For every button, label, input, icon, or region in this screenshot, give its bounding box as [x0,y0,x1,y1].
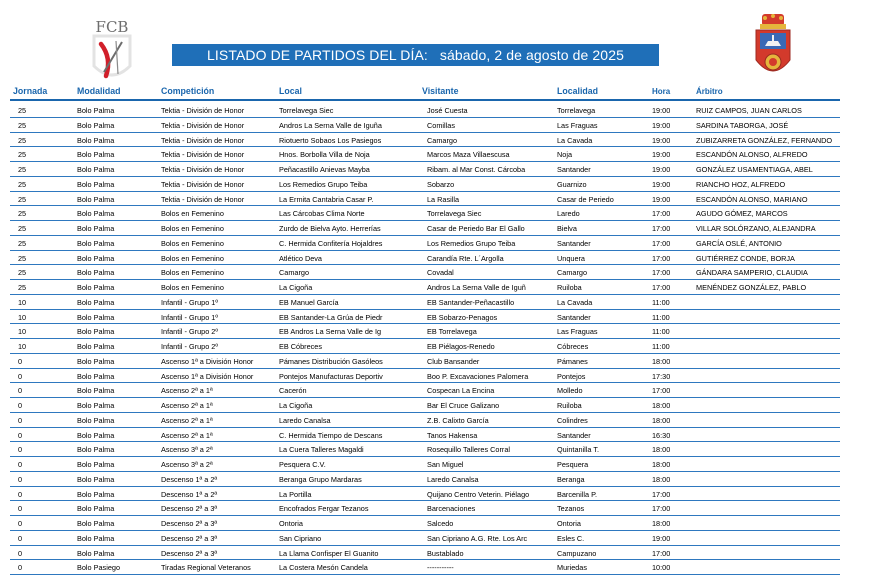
table-row [10,192,840,207]
cell-competicion: Descenso 2ª a 3ª [161,519,218,528]
table-row [10,472,840,487]
cell-hora: 17:00 [652,209,671,219]
cell-competicion: Descenso 2ª a 3ª [161,533,218,543]
cell-local: EB Santander-La Grúa de Piedr [279,312,383,322]
table-header [10,85,840,101]
table-row [10,339,840,354]
cell-visitante: San Miguel [427,460,464,469]
table-row [10,324,840,339]
cell-local: Andros La Serna Valle de Iguña [279,120,382,130]
cell-visitante: Boo P. Excavaciones Palomera [427,371,529,381]
cell-local: San Cipriano [279,533,322,543]
cell-local: La Llama Confisper El Guanito [279,548,379,558]
cell-hora: 18:00 [652,415,671,425]
cell-visitante: Camargo [427,135,458,145]
cell-visitante: Laredo Canalsa [427,474,479,484]
cell-localidad: Santander [557,430,591,440]
cell-localidad: La Cavada [557,297,593,307]
cell-arbitro: MENÉNDEZ GONZÁLEZ, PABLO [696,283,807,292]
cell-localidad: La Cavada [557,135,593,145]
cell-hora: 11:00 [652,327,670,337]
cell-competicion: Ascenso 2ª a 1ª [161,430,213,440]
table-row [10,310,840,325]
cell-hora: 19:00 [652,179,671,189]
cell-visitante: EB Santander-Peñacastillo [427,297,515,307]
cell-jornada: 10 [18,297,27,307]
cell-jornada: 25 [18,194,27,204]
cell-modalidad: Bolo Palma [77,120,115,130]
cell-modalidad: Bolo Palma [77,224,115,233]
cell-jornada: 25 [18,135,27,145]
cell-hora: 18:00 [652,519,671,528]
cell-local: Pesquera C.V. [279,460,326,469]
cell-modalidad: Bolo Palma [77,150,115,160]
cell-modalidad: Bolo Pasiego [77,563,121,573]
cell-modalidad: Bolo Palma [77,415,115,425]
cell-localidad: Santander [557,312,591,322]
cell-jornada: 25 [18,165,27,174]
table-row [10,118,840,133]
cell-local: Beranga Grupo Mardaras [279,474,362,484]
cell-localidad: Casar de Periedo [557,194,614,204]
cell-modalidad: Bolo Palma [77,445,115,455]
cell-local: C. Hermida Confitería Hojaldres [279,238,383,248]
table-row [10,295,840,310]
cell-localidad: Tezanos [557,504,585,514]
cell-hora: 11:00 [652,312,670,322]
cell-arbitro: ESCANDÓN ALONSO, MARIANO [696,194,808,204]
cell-local: Atlético Deva [279,253,322,263]
cell-local: Encofrados Fergar Tezanos [279,504,369,514]
cell-modalidad: Bolo Palma [77,519,115,528]
cell-localidad: Laredo [557,209,580,219]
cell-visitante: Cospecan La Encina [427,386,495,396]
cell-hora: 19:00 [652,194,671,204]
cell-hora: 17:00 [652,489,671,499]
cell-modalidad: Bolo Palma [77,342,115,351]
cell-visitante: Tanos Hakensa [427,430,478,440]
cell-localidad: Muriedas [557,563,588,573]
table-row [10,383,840,398]
cell-competicion: Bolos en Femenino [161,283,224,292]
table-row [10,177,840,192]
cell-competicion: Tektia - División de Honor [161,106,245,115]
cell-arbitro: VILLAR SOLÓRZANO, ALEJANDRA [696,224,816,233]
cell-competicion: Bolos en Femenino [161,253,224,263]
cell-jornada: 0 [18,401,23,410]
cell-hora: 18:00 [652,401,671,410]
cell-local: Peñacastillo Anievas Mayba [279,165,370,174]
cell-jornada: 25 [18,268,27,278]
club-crest-icon [86,14,138,84]
cell-hora: 11:00 [652,297,670,307]
cell-competicion: Tektia - División de Honor [161,135,245,145]
page-title-text: LISTADO DE PARTIDOS DEL DÍA: sábado, 2 de agosto de 2025 [207,47,624,63]
cell-jornada: 10 [18,312,27,322]
cell-jornada: 0 [18,474,23,484]
cell-localidad: Ontoria [557,519,581,528]
cell-modalidad: Bolo Palma [77,135,115,145]
page-title [172,44,659,66]
cell-visitante: Los Remedios Grupo Teiba [427,238,516,248]
cell-competicion: Descenso 2ª a 3ª [161,548,218,558]
cell-modalidad: Bolo Palma [77,297,115,307]
cell-jornada: 0 [18,445,23,455]
header-hora: Hora [652,87,671,96]
cell-hora: 17:00 [652,253,671,263]
table-row [10,560,840,575]
cell-local: Torrelavega Siec [279,106,334,115]
cell-jornada: 0 [18,386,23,396]
cell-competicion: Ascenso 3ª a 2ª [161,460,213,469]
cell-jornada: 10 [18,342,27,351]
cell-local: Las Cárcobas Clima Norte [279,209,365,219]
cell-modalidad: Bolo Palma [77,238,115,248]
cell-hora: 19:00 [652,533,671,543]
cell-modalidad: Bolo Palma [77,548,115,558]
cell-localidad: Beranga [557,474,585,484]
cell-modalidad: Bolo Palma [77,489,115,499]
header-competicion: Competición [161,86,215,96]
cell-localidad: Ruiloba [557,401,582,410]
cell-jornada: 0 [18,533,23,543]
cell-modalidad: Bolo Palma [77,283,115,292]
cell-localidad: Campuzano [557,548,597,558]
cell-arbitro: ZUBIZARRETA GONZÁLEZ, FERNANDO [696,135,833,145]
cell-visitante: Comillas [427,120,455,130]
cell-localidad: Molledo [557,386,583,396]
cell-visitante: EB Sobarzo-Penagos [427,312,498,322]
cell-jornada: 0 [18,460,23,469]
cell-modalidad: Bolo Palma [77,209,115,219]
cell-visitante: Andros La Serna Valle de Iguñ [427,283,526,292]
cell-local: Los Remedios Grupo Teiba [279,179,368,189]
cell-local: Cacerón [279,386,307,396]
header-localidad: Localidad [557,86,599,96]
municipal-logo [752,12,794,84]
cell-localidad: Santander [557,238,591,248]
cell-modalidad: Bolo Palma [77,179,115,189]
cell-competicion: Bolos en Femenino [161,209,224,219]
cell-local: Riotuerto Sobaos Los Pasiegos [279,135,382,145]
table-row [10,516,840,531]
cell-local: La Portilla [279,489,312,499]
cell-visitante: Barcenaciones [427,504,476,514]
table-row [10,280,840,295]
table-row [10,265,840,280]
cell-hora: 17:00 [652,386,671,396]
cell-local: Zurdo de Bielva Ayto. Herrerías [279,224,381,233]
table-row [10,221,840,236]
cell-hora: 11:00 [652,342,670,351]
cell-visitante: Sobarzo [427,179,455,189]
cell-visitante: José Cuesta [427,106,468,115]
cell-modalidad: Bolo Palma [77,504,115,514]
matches-table [10,103,840,575]
table-row [10,398,840,413]
cell-competicion: Ascenso 2ª a 1ª [161,386,213,396]
cell-visitante: Torrelavega Siec [427,209,482,219]
cell-hora: 17:00 [652,238,671,248]
cell-localidad: Bielva [557,224,577,233]
cell-jornada: 0 [18,504,23,514]
table-row [10,487,840,502]
cell-local: Pámanes Distribución Gasóleos [279,356,383,366]
cell-local: EB Andros La Serna Valle de Ig [279,327,382,337]
cell-modalidad: Bolo Palma [77,401,115,410]
cell-competicion: Ascenso 3ª a 2ª [161,445,213,455]
cell-hora: 18:00 [652,445,671,455]
cell-hora: 17:00 [652,504,671,514]
cell-competicion: Bolos en Femenino [161,224,224,233]
cell-hora: 18:00 [652,356,671,366]
cell-localidad: Ruiloba [557,283,582,292]
cell-jornada: 25 [18,150,27,160]
logo-text: FCB [95,18,129,36]
header-visitante: Visitante [422,86,459,96]
cell-local: La Cigoña [279,283,313,292]
table-row [10,546,840,561]
cell-jornada: 25 [18,253,27,263]
cell-localidad: Guarnizo [557,179,587,189]
table-row [10,206,840,221]
cell-modalidad: Bolo Palma [77,253,115,263]
cell-hora: 17:00 [652,268,671,278]
cell-jornada: 0 [18,563,23,573]
cell-arbitro: GUTIÉRREZ CONDE, BORJA [696,253,795,263]
cell-local: La Costera Mesón Candela [279,563,368,573]
cell-jornada: 25 [18,209,27,219]
cell-arbitro: GARCÍA OSLÉ, ANTONIO [696,238,782,248]
cell-hora: 19:00 [652,165,671,174]
cell-visitante: Bustablado [427,548,464,558]
cell-localidad: Pámanes [557,356,588,366]
cell-modalidad: Bolo Palma [77,312,115,322]
cell-localidad: Unquera [557,253,585,263]
cell-local: Ontoria [279,519,303,528]
table-row [10,103,840,118]
cell-visitante: La Rasilla [427,194,460,204]
cell-local: Laredo Canalsa [279,415,331,425]
cell-modalidad: Bolo Palma [77,533,115,543]
cell-arbitro: ESCANDÓN ALONSO, ALFREDO [696,150,808,160]
cell-jornada: 25 [18,179,27,189]
cell-arbitro: RIANCHO HOZ, ALFREDO [696,179,786,189]
table-row [10,457,840,472]
cell-hora: 19:00 [652,120,671,130]
cell-local: EB Cóbreces [279,342,322,351]
municipal-coat-of-arms-icon [752,12,794,84]
cell-visitante: Club Bansander [427,356,480,366]
cell-competicion: Descenso 1ª a 2ª [161,489,218,499]
cell-visitante: EB Piélagos-Renedo [427,342,495,351]
cell-modalidad: Bolo Palma [77,268,115,278]
cell-jornada: 25 [18,283,27,292]
cell-competicion: Infantil - Grupo 1º [161,297,219,307]
cell-modalidad: Bolo Palma [77,194,115,204]
cell-competicion: Ascenso 2ª a 1ª [161,415,213,425]
table-row [10,369,840,384]
cell-localidad: Las Fraguas [557,120,598,130]
cell-visitante: Covadal [427,268,454,278]
cell-jornada: 0 [18,371,23,381]
cell-arbitro: SARDINA TABORGA, JOSÉ [696,120,789,130]
cell-competicion: Tektia - División de Honor [161,179,245,189]
cell-visitante: ----------- [427,563,454,573]
cell-jornada: 0 [18,430,23,440]
table-row [10,162,840,177]
cell-modalidad: Bolo Palma [77,460,115,469]
cell-local: La Cigoña [279,401,313,410]
cell-visitante: Carandía Rte. L´Argolla [427,253,504,263]
cell-localidad: Las Fraguas [557,327,598,337]
cell-localidad: Quintanilla T. [557,445,600,455]
cell-jornada: 25 [18,120,27,130]
cell-jornada: 0 [18,548,23,558]
cell-modalidad: Bolo Palma [77,386,115,396]
cell-localidad: Pesquera [557,460,589,469]
cell-visitante: Ribam. al Mar Const. Cárcoba [427,165,526,174]
cell-jornada: 10 [18,327,27,337]
cell-visitante: Bar El Cruce Galizano [427,401,500,410]
cell-visitante: Casar de Periedo Bar El Gallo [427,224,525,233]
header-modalidad: Modalidad [77,86,121,96]
table-row [10,531,840,546]
cell-competicion: Tektia - División de Honor [161,194,245,204]
cell-local: C. Hermida Tiempo de Descans [279,430,383,440]
cell-local: Hnos. Borbolla Villa de Noja [279,150,370,160]
cell-hora: 10:00 [652,563,671,573]
cell-hora: 17:00 [652,283,671,292]
table-row [10,428,840,443]
cell-hora: 19:00 [652,135,671,145]
header-local: Local [279,86,302,96]
cell-jornada: 25 [18,106,27,115]
cell-competicion: Infantil - Grupo 1º [161,312,219,322]
cell-hora: 17:00 [652,224,671,233]
cell-localidad: Camargo [557,268,588,278]
table-row [10,354,840,369]
cell-jornada: 25 [18,224,27,233]
cell-competicion: Infantil - Grupo 2º [161,342,219,351]
cell-visitante: Marcos Maza Villaescusa [427,150,510,160]
cell-hora: 16:30 [652,430,671,440]
cell-hora: 19:00 [652,150,671,160]
federation-logo [86,14,138,84]
cell-localidad: Cóbreces [557,342,589,351]
cell-local: EB Manuel García [279,297,339,307]
cell-hora: 17:00 [652,548,671,558]
cell-competicion: Infantil - Grupo 2º [161,327,219,337]
cell-competicion: Bolos en Femenino [161,268,224,278]
cell-hora: 18:00 [652,460,671,469]
cell-arbitro: AGUDO GÓMEZ, MARCOS [696,209,788,219]
cell-modalidad: Bolo Palma [77,356,115,366]
cell-competicion: Ascenso 1ª a División Honor [161,356,254,366]
cell-visitante: EB Torrelavega [427,327,477,337]
cell-local: La Ermita Cantabria Casar P. [279,194,374,204]
table-row [10,133,840,148]
cell-jornada: 25 [18,238,27,248]
cell-arbitro: RUIZ CAMPOS, JUAN CARLOS [696,106,802,115]
cell-modalidad: Bolo Palma [77,327,115,337]
cell-arbitro: GONZÁLEZ USAMENTIAGA, ABEL [696,165,813,174]
cell-visitante: San Cipriano A.G. Rte. Los Arc [427,533,528,543]
cell-localidad: Esles C. [557,533,585,543]
cell-hora: 18:00 [652,474,671,484]
table-row [10,251,840,266]
header-jornada: Jornada [13,86,48,96]
cell-competicion: Ascenso 1ª a División Honor [161,371,254,381]
cell-visitante: Salcedo [427,519,454,528]
cell-competicion: Ascenso 2ª a 1ª [161,401,213,410]
table-row [10,147,840,162]
table-row [10,501,840,516]
table-row [10,442,840,457]
cell-jornada: 0 [18,489,23,499]
cell-localidad: Barcenilla P. [557,489,598,499]
cell-localidad: Torrelavega [557,106,596,115]
cell-competicion: Tektia - División de Honor [161,150,245,160]
cell-hora: 19:00 [652,106,671,115]
header-arbitro: Árbitro [696,87,723,96]
cell-visitante: Quijano Centro Veterin. Piélago [427,489,530,499]
cell-local: Camargo [279,268,310,278]
cell-localidad: Santander [557,165,591,174]
cell-localidad: Colindres [557,415,588,425]
cell-jornada: 0 [18,356,23,366]
cell-competicion: Descenso 1ª a 2ª [161,474,218,484]
cell-local: La Cuera Talleres Magaldi [279,445,364,455]
cell-local: Pontejos Manufacturas Deportiv [279,371,383,381]
table-row [10,236,840,251]
cell-competicion: Tiradas Regional Veteranos [161,563,251,573]
cell-localidad: Pontejos [557,371,586,381]
cell-arbitro: GÁNDARA SAMPERIO, CLAUDIA [696,268,808,278]
cell-competicion: Tektia - División de Honor [161,120,245,130]
cell-modalidad: Bolo Palma [77,474,115,484]
cell-jornada: 0 [18,415,23,425]
cell-jornada: 0 [18,519,23,528]
cell-localidad: Noja [557,150,573,160]
cell-competicion: Bolos en Femenino [161,238,224,248]
cell-visitante: Z.B. Calixto García [427,415,489,425]
cell-modalidad: Bolo Palma [77,371,115,381]
cell-modalidad: Bolo Palma [77,106,115,115]
cell-hora: 17:30 [652,371,671,381]
cell-modalidad: Bolo Palma [77,165,115,174]
cell-modalidad: Bolo Palma [77,430,115,440]
cell-competicion: Tektia - División de Honor [161,165,245,174]
cell-competicion: Descenso 2ª a 3ª [161,504,218,514]
cell-visitante: Rosequillo Talleres Corral [427,445,511,455]
table-row [10,413,840,428]
